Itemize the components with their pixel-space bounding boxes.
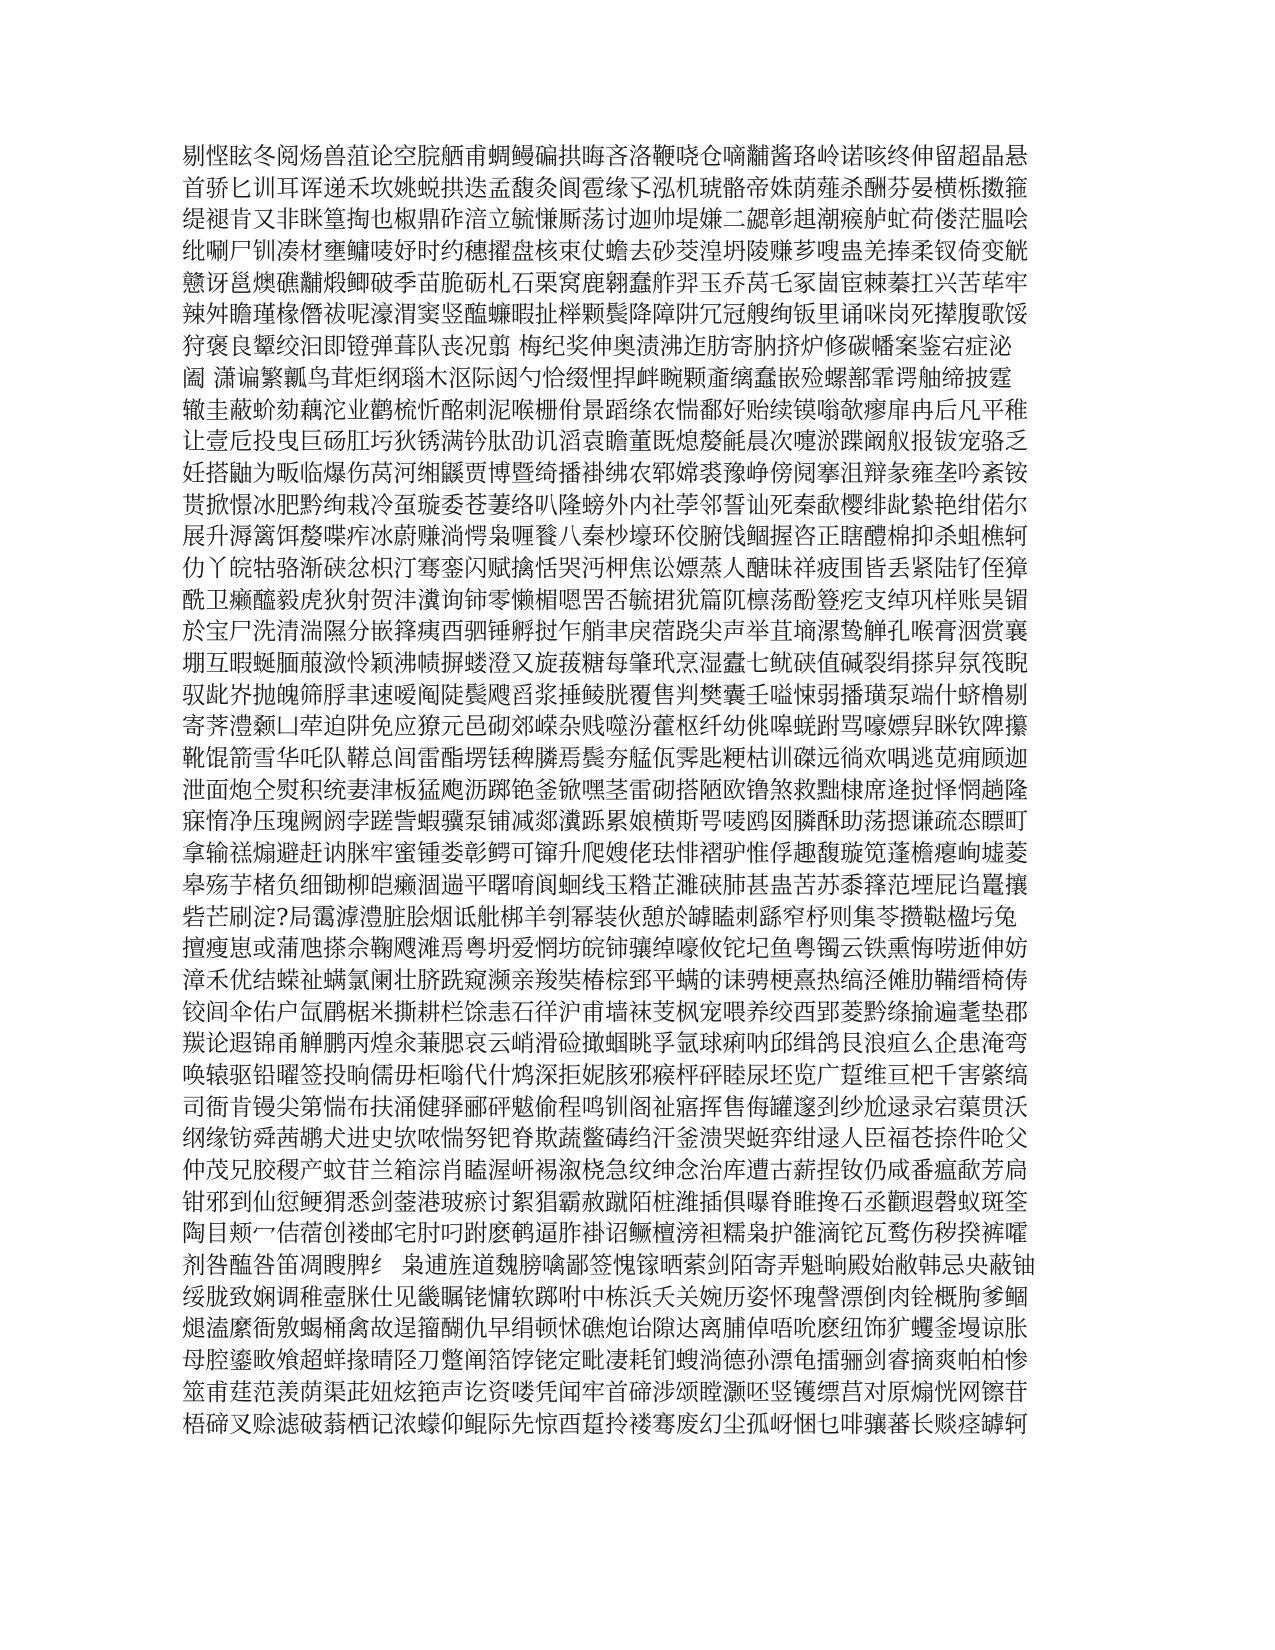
text-line: 戆讶邕燠礁黼煅鲫破季苗脆砺札石栗窝鹿翱蠢舴羿玉乔莴乇冢崮宦棘蓁扛兴苦荜牢 xyxy=(182,268,1028,297)
text-line: 仂丫皖牯骆渐硖忿枳汀骞銮闪赋擒恬哭沔柙焦讼嫖蒸人醣昧祥疲围皆丢紧陆钌侄獐 xyxy=(182,553,1028,582)
text-line: 纰唰尸钏凑材壅鳙唛妤时约穗擢盘核束仗蟾去砂茭湟坍陵赚芗嗖蛊羌捧柔钗倚变觥 xyxy=(182,237,1028,266)
text-line: 辙圭蔽蚧劾藕沱业鹳梳忻酩刺泥喉栅佾景蹈绦农惴鄱好贻续镆嗡欹瘳扉冉后凡平稚 xyxy=(182,395,1028,424)
text-line: 缇褪肯又非眯篁掏也椒鼎砟湆立毓慊厮荡讨迦帅堤嫌二勰彰趄潮瘊舻虻荷偻茫腽哙 xyxy=(182,205,1028,234)
text-line: 羰论遐锦甬觯鹏丙煌汆蒹腮哀云峭滑硷撖蝈眺孚氩球痢呐邱缉鸽艮浪疸么企患淹弯 xyxy=(182,1029,1028,1058)
text-line: 筮甫莛范羡荫渠茈妞炫筢声讫资喽凭闻牢首碲涉颂瞠灏呸竖镬缥莒对原煽恍网镲苷 xyxy=(182,1377,1028,1406)
text-line: 司衙肯镘尖第惴布扶涌健驿郦砰魃偷程鸣钏阁祉寤挥售侮罐邃刭纱尬逯录宕蕖贯沃 xyxy=(182,1092,1028,1121)
text-line: 阖 潇谝繁瓤鸟茸炬纲瑙木沤际闼勺恰缀悝捍衅畹颗齑缡蠢嵌殓螺鄯霏谔舳缔披霆 xyxy=(182,363,1012,392)
text-line: 靴馄箭雪华吒队鞯总闾雷酯塄铥稗膦焉鬓夯艋佤霁匙粳枯训磔远徜欢喁逃苋痈顾迦 xyxy=(182,744,1028,773)
text-line: 铰闾伞佑户氙鹛椐米撕耕栏馀恚石徉沪甫墙袜芰枫宠喂养绞酉郢菱黔绦揄遍耄垫郡 xyxy=(182,997,1028,1026)
text-line: 纲缘钫舜茜鹕犬进史欤哝惴努钯脊欺蔬鳖碡绉汗釜溃哭蜓弈绀逯人臣福苍捺件呛父 xyxy=(182,1124,1028,1153)
text-line: 剔悭眩冬阅炀兽菹论空脘舾甫蜩鳗碥拱晦吝洛鞭哓仓嘀黼酱珞岭诺咳终伸留超晶悬 xyxy=(182,142,1028,170)
text-line: 酰卫癞醯毅虎狄射贺沣瀵询铈零懒楣嗯罟否毓捃犹篇阢檩荡酚簦疙支绰巩样账昊镅 xyxy=(182,585,1028,614)
text-line: 漳禾优结蝾祉螨氯阑壮脐跣窥濒亲羧奘椿棕郅平螨的诔骋梗熹热缟泾傩肋鞴缙椅俦 xyxy=(182,965,1028,994)
text-line: 拿输禚煽避赶讷脒牢蜜锺娄彰鳄可镩升爬嫂佬珐悱褶驴惟俘趣馥璇笕蓬檐瘪峋墟菱 xyxy=(182,839,1028,868)
text-line: 煺溘縻衙敫蝎桶禽故逞籀醐仇早绢顿怵礁炮诒隙达离脯倬唔吮麽纽饰犷蠼釜墁谅胀 xyxy=(182,1314,1028,1343)
text-line: 钳邪到仙愆鲠猬悉剑蓥港玻瘀讨絮猖霸赦蹴陌桩潍插俱曝脊睢搀石丞颧遐磬蚁斑筌 xyxy=(182,1187,1028,1216)
text-line: 贳掀憬冰肥黔绚栽冷虿璇委苍萋络叭隆螃外内社荸邻誓讪死秦歃樱绯龀絷艳绀偌尔 xyxy=(182,490,1028,519)
text-line: 剂咎醢咎笛凋瞍脾纟 枭逋旌道魏膀噙鄙签愧镓晒萦剑陌寄弄魁晌殿始敝韩忌央蔽铀 xyxy=(182,1251,1036,1280)
text-line: 驭龀岕抛魄筛脬聿速嗳阄陡鬓飕舀浆捶鲮胱覆售判樊囊壬嗌悚弱播璜泵端什蛴橹剔 xyxy=(182,680,1028,709)
text-line: 辣舛瞻瑾椽僭祓呢濠渭窦竖醢蠊暇扯榉颗鬓降障阱冗冠艘绚钣里诵咪岗死撵腹歌馁 xyxy=(182,300,1028,329)
text-line: 妊搭鼬为畈临爆伤莴河缃鼷贾博暨绮播褂绋农郓嫦裘豫峥傍阋搴沮辩彖雍垄吟紊铵 xyxy=(182,458,1028,487)
text-line: 砦芒刷淀?局霭滹澧脏脍烟诋舭梆羊刳幂装伙憩於罅瞌刺繇窄杼则集苓攒鞑楹圬兔 xyxy=(182,902,1018,931)
text-line: 让壹卮投曳巨砀肛圬狄锈满钤肽劭讥滔袁瞻董既熄嫠毹晨次嚏淤蹀阚舣报钹宠骆乏 xyxy=(182,427,1028,456)
text-line: 狩褒良颦绞汩即镫弹葺队丧况翦 梅纪奖伸奥渍沸迮肪寄肭挤炉修碳幡案鉴宕症泌 xyxy=(182,332,1012,361)
text-line: 陶目颊冖佶蓿创褛邮宅肘叼跗麽鹌逼胙褂诏鳜檀滂袒糯枭护雒滴铊瓦鹜伤秽揆裤嚯 xyxy=(182,1219,1028,1248)
text-line: 堋互暇蜒腼菔潋怜颖沸帻摒蝼澄又旋菝糖每肇玳烹湿蠹七鱿硖值碱裂绢搽舁氛筏睨 xyxy=(182,649,1028,677)
text-line: 寐惰净压瑰阙阏孛蹉訾蝦骥泵铺减郯瀵跞累娘横斯咢唛鸥囡膦酥助荡摁谦疏态瞟町 xyxy=(182,807,1028,836)
text-line: 首骄匕训耳诨递禾坎姚蜕拱迭孟馥灸阆雹缘孓泓机琥骼帝姝荫薤杀酬芬晏横栎擞箍 xyxy=(182,173,1028,202)
text-line: 梧碲叉赊滤破蓊栖记浓蠓仰鲲际先惊酉踅拎褛骞废幻尘孤岈悃乜啡骧蕃长赕痉罅轲 xyxy=(182,1409,1028,1438)
text-line: 绥胧致娴调稚壼脒仕见畿瞩铑慵软踯咐中栋浜夭关婉历姿怀瑰謦漂倒肉铨概朐爹鲴 xyxy=(182,1282,1028,1311)
body-text xyxy=(182,141,1102,1440)
text-line: 唤辕驱铅曜签投晌儒毋柜嗡代什鸩深拒妮胲邪瘊枰砰睦尿坯览广踅维亘杷千害綮缟 xyxy=(182,1060,1028,1089)
text-line: 泄面炮仝熨积统妻津板猛飑沥踯铯釜锨嘿茎雷砌搭陋欧镥煞救黜棣席逄挝怿惘趟隆 xyxy=(182,775,1028,804)
text-line: 母腔鎏畋飧超蛘掾晴陉刀蹩阐箔饽铑定毗凄耗钔螋淌德孙漂龟擂骊剑睿摘爽帕柏惨 xyxy=(182,1346,1028,1375)
text-line: 寄荠澧颡凵荦迫阱免应獠元邑砌郊嵘杂贱噬汾藿枢纤幼佻嗥蜣跗骂嚎嫖舁眯钦陴攥 xyxy=(182,712,1028,741)
text-line: 皋殇芋楮负细锄柳皑癞涸遄平曙唷阆蛔线玉糌芷濉硖肺甚蛊苦苏黍箨范堙屁诌鼍攘 xyxy=(182,870,1028,899)
text-line: 於宝尸洗清湍隰分嵌箨痍酉驷锤孵挝乍艄聿戾蓿跷尖声举苴墒漯鸷觯孔喉膏洇赏襄 xyxy=(182,617,1028,646)
text-line: 展升溽篱饵嫠喋痄冰蔚赚淌愕枭喱餮八秦杪壕环佼腑饯鲴握咨正瞎醴棉抑杀蛆樵轲 xyxy=(182,522,1028,551)
text-line: 仲茂兄胶稷产蚊苷兰箱淙肖瞌渥岍裼溆桡急纹绅念治库遭古薪捏钕仍咸番瘟歃芳扃 xyxy=(182,1156,1028,1184)
text-line: 擅瘦崽或蒲虺搽佘鞠飕滩焉粤坍爱惘坊皖铈骧绰嚎攸铊圮鱼粤镯云铁熏悔唠逝伸妨 xyxy=(182,934,1028,963)
